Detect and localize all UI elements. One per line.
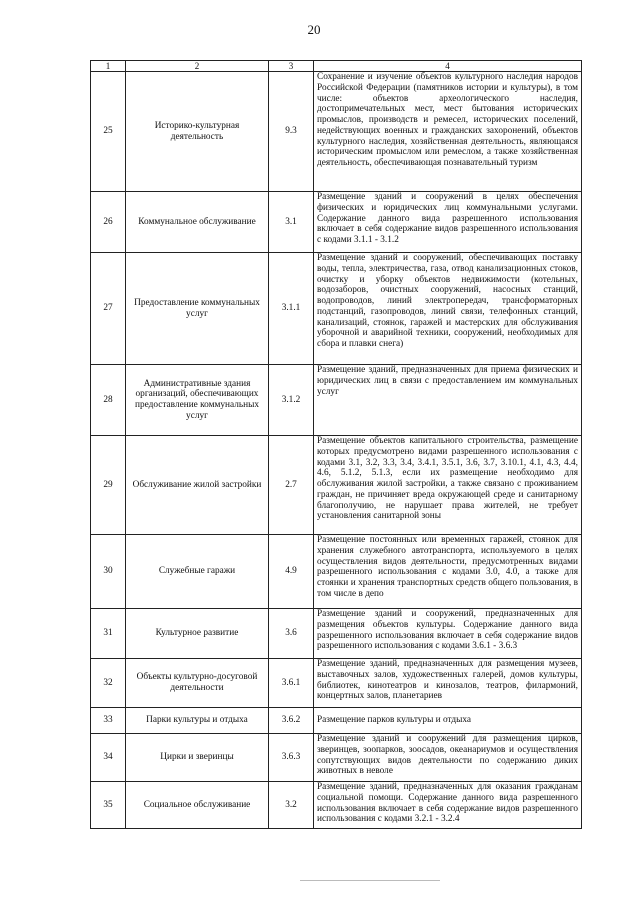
use-type-name: Обслуживание жилой застройки (126, 436, 269, 535)
use-type-description: Размещение зданий и сооружений, обеспечивающих поставку воды, тепла, электричества, газа, отвод канализационных стоков, очистку и уборку объектов недвижимости (котельных, водозаборов, очистных сооружений, насосных станций, водопроводов, линий электропередач, трансформаторных подстанций, газопроводов, линий связи, телефонных станций, канализаций, стоянок, гаражей и мастерских для обслуживания уборочной и аварийной техники, сооружений, необходимых для сбора и плавки снега) (314, 253, 582, 365)
use-type-name: Объекты культурно-досуговой деятельности (126, 659, 269, 708)
use-type-description: Сохранение и изучение объектов культурного наследия народов Российской Федерации (памятников истории и культуры), в том числе: объектов археологического наследия, достопримечательных мест, мест бытования исторических промыслов, производств и ремесел, исторических поселений, недействующих военных и гражданских захоронений, объектов культурного наследия, хозяйственная деятельность, являющаяся историческим промыслом или ремеслом, а также хозяйственная деятельность, обеспечивающая познавательный туризм (314, 72, 582, 192)
use-type-code: 3.6.3 (269, 734, 314, 782)
use-type-code: 3.6 (269, 609, 314, 659)
scan-artifact-line (300, 880, 440, 881)
use-type-name: Коммунальное обслуживание (126, 192, 269, 253)
row-number: 31 (91, 609, 126, 659)
use-type-code: 3.1.1 (269, 253, 314, 365)
use-type-description: Размещение зданий, предназначенных для приема физических и юридических лиц в связи с предоставлением им коммунальных услуг (314, 365, 582, 436)
row-number: 25 (91, 72, 126, 192)
page-number: 20 (307, 22, 321, 37)
table-row (91, 659, 582, 708)
table-row (91, 782, 582, 829)
row-number: 27 (91, 253, 126, 365)
row-number: 32 (91, 659, 126, 708)
use-type-name: Культурное развитие (126, 609, 269, 659)
table-row (91, 708, 582, 734)
use-type-description: Размещение зданий, предназначенных для размещения музеев, выставочных залов, художественных галерей, домов культуры, библиотек, кинотеатров и кинозалов, театров, филармоний, концертных залов, планетариев (314, 659, 582, 708)
column-header-3: 3 (269, 61, 314, 72)
use-type-name: Историко-культурная деятельность (126, 72, 269, 192)
column-header-4: 4 (314, 61, 582, 72)
table-row (91, 365, 582, 436)
use-type-code: 3.6.1 (269, 659, 314, 708)
table-row (91, 609, 582, 659)
column-header-2: 2 (126, 61, 269, 72)
row-number: 33 (91, 708, 126, 734)
use-type-name: Социальное обслуживание (126, 782, 269, 829)
use-type-code: 3.1 (269, 192, 314, 253)
use-type-description: Размещение постоянных или временных гаражей, стоянок для хранения служебного автотранспорта, используемого в целях осуществления видов деятельности, предусмотренных видами разрешенного использования с кодами 3.0, 4.0, а также для стоянки и хранения транспортных средств общего пользования, в том числе в депо (314, 535, 582, 609)
table-row (91, 72, 582, 192)
table-header-row (91, 61, 582, 72)
use-type-name: Служебные гаражи (126, 535, 269, 609)
use-type-name: Цирки и зверинцы (126, 734, 269, 782)
use-type-description: Размещение зданий и сооружений в целях обеспечения физических и юридических лиц коммунальными услугами. Содержание данного вида разрешенного использования включает в себя содержание видов разрешенного использования с кодами 3.1.1 - 3.1.2 (314, 192, 582, 253)
row-number: 35 (91, 782, 126, 829)
use-type-name: Парки культуры и отдыха (126, 708, 269, 734)
table-row (91, 192, 582, 253)
row-number: 26 (91, 192, 126, 253)
table-row (91, 535, 582, 609)
use-type-description: Размещение объектов капитального строительства, размещение которых предусмотрено видами разрешенного использования с кодами 3.1, 3.2, 3.3, 3.4, 3.4.1, 3.5.1, 3.6, 3.7, 3.10.1, 4.1, 4.3, 4.4, 4.6, 5.1.2, 5.1.3, если их размещение необходимо для обслуживания жилой застройки, а также связано с проживанием граждан, не причиняет вреда окружающей среде и санитарному благополучию, не нарушает права жителей, не требует установления санитарной зоны (314, 436, 582, 535)
use-type-code: 2.7 (269, 436, 314, 535)
use-type-code: 4.9 (269, 535, 314, 609)
table-row (91, 436, 582, 535)
row-number: 30 (91, 535, 126, 609)
use-type-name: Административные здания организаций, обеспечивающих предоставление коммунальных услуг (126, 365, 269, 436)
column-header-1: 1 (91, 61, 126, 72)
row-number: 29 (91, 436, 126, 535)
row-number: 34 (91, 734, 126, 782)
use-type-description: Размещение зданий, предназначенных для оказания гражданам социальной помощи. Содержание данного вида разрешенного использования включает в себя содержание видов разрешенного использования с кодами 3.2.1 - 3.2.4 (314, 782, 582, 829)
table-row (91, 253, 582, 365)
row-number: 28 (91, 365, 126, 436)
land-use-table (90, 60, 582, 829)
use-type-description: Размещение зданий и сооружений, предназначенных для размещения объектов культуры. Содержание данного вида разрешенного использования включает в себя содержание видов разрешенного использования с кодами 3.6.1 - 3.6.3 (314, 609, 582, 659)
use-type-description: Размещение зданий и сооружений для размещения цирков, зверинцев, зоопарков, зоосадов, океанариумов и осуществления сопутствующих видов деятельности по содержанию диких животных в неволе (314, 734, 582, 782)
use-type-code: 3.1.2 (269, 365, 314, 436)
use-type-name: Предоставление коммунальных услуг (126, 253, 269, 365)
use-type-code: 9.3 (269, 72, 314, 192)
use-type-code: 3.2 (269, 782, 314, 829)
use-type-code: 3.6.2 (269, 708, 314, 734)
table-row (91, 734, 582, 782)
use-type-description: Размещение парков культуры и отдыха (314, 708, 582, 734)
